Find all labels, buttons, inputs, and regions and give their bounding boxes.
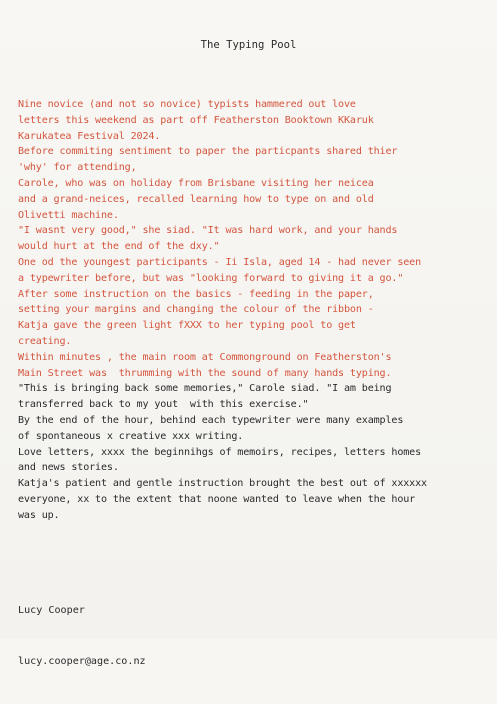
- body-line: "I wasnt very good," she siad. "It was hard work, and your hands: [18, 225, 398, 237]
- body-line: After some instruction on the basics - feeding in the paper,: [18, 288, 374, 300]
- signature-block: [18, 567, 146, 704]
- body-line: and news stories.: [18, 462, 119, 474]
- body-line: Within minutes , the main room at Commonground on Featherston's: [18, 351, 392, 363]
- body-line: 'why' for attending,: [18, 162, 137, 174]
- article-body: [18, 97, 490, 524]
- body-line: Love letters, xxxx the beginnihgs of memoirs, recipes, letters homes: [18, 446, 422, 458]
- body-line: Before commiting sentiment to paper the particpants shared thier: [18, 146, 398, 158]
- body-line: Katja gave the green light fXXX to her typing pool to get: [18, 320, 356, 332]
- body-line: Nine novice (and not so novice) typists hammered out love: [18, 99, 356, 110]
- body-line: everyone, xx to the extent that noone wanted to leave when the hour: [18, 493, 416, 505]
- body-line: a typewriter before, but was "looking forward to giving it a go.": [18, 272, 404, 284]
- body-line: Karukatea Festival 2024.: [18, 130, 161, 142]
- body-line: Carole, who was on holiday from Brisbane visiting her neicea: [18, 177, 374, 189]
- body-line: One od the youngest participants - Ii Isla, aged 14 - had never seen: [18, 256, 422, 268]
- body-line: of spontaneous x creative xxx writing.: [18, 430, 244, 442]
- body-line: transferred back to my yout with this exercise.": [18, 399, 309, 411]
- body-line: would hurt at the end of the dxy.": [18, 241, 220, 253]
- body-line: letters this weekend as part off Featherston Booktown KKaruk: [18, 114, 374, 126]
- author-email: lucy.cooper@age.co.nz: [18, 655, 146, 667]
- body-line: and a grand-neices, recalled learning how to type on and old: [18, 193, 374, 205]
- body-line: By the end of the hour, behind each typewriter were many examples: [18, 414, 404, 426]
- body-line: Main Street was thrumming with the sound of many hands typing.: [18, 367, 392, 379]
- body-line: Olivetti machine.: [18, 209, 119, 221]
- body-line: "This is bringing back some memories," Carole siad. "I am being: [18, 383, 392, 395]
- body-line: creating.: [18, 335, 72, 347]
- body-line: setting your margins and changing the colour of the ribbon -: [18, 304, 374, 316]
- author-name: Lucy Cooper: [18, 605, 85, 616]
- page-title: The Typing Pool: [200, 39, 297, 51]
- body-line: was up.: [18, 509, 60, 521]
- body-line: Katja's patient and gentle instruction brought the best out of xxxxxx: [18, 478, 427, 490]
